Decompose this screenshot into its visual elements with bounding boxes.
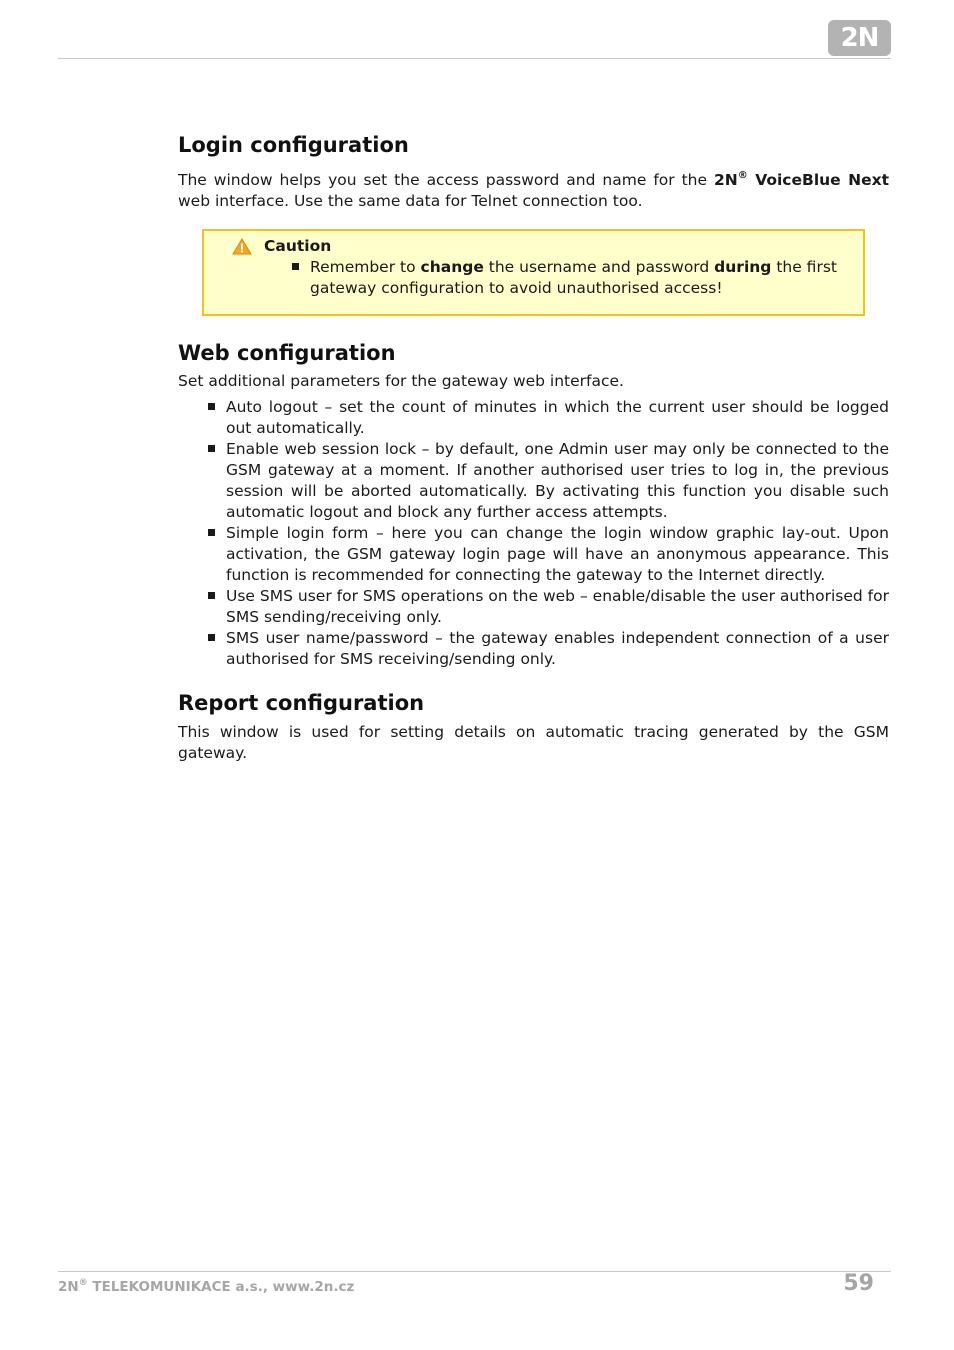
page-content bbox=[178, 130, 889, 764]
caution-box bbox=[202, 229, 865, 316]
list-item: Enable web session lock – by default, one Admin user may only be connected to the GSM gateway at a moment. If another authorised user tries to log in, the previous session will be aborted automatically. By activating this function you disable such automatic logout and block any further access attempts. bbox=[226, 439, 889, 523]
report-configuration-heading: Report configuration bbox=[178, 691, 425, 715]
list-item: Auto logout – set the count of minutes in which the current user should be logged out automatically. bbox=[226, 397, 889, 439]
web-configuration-intro: Set additional parameters for the gateway web interface. bbox=[178, 372, 624, 390]
caution-list bbox=[310, 257, 837, 299]
bullet-icon bbox=[208, 529, 215, 536]
list-item: Simple login form – here you can change the login window graphic lay-out. Upon activation, the GSM gateway login page will have an anonymous appearance. This function is recommended for connecting the gateway to the Internet directly. bbox=[226, 523, 889, 586]
web-configuration-list bbox=[226, 397, 889, 670]
bullet-icon bbox=[208, 403, 215, 410]
web-configuration-heading: Web configuration bbox=[178, 341, 396, 365]
page-number: 59 bbox=[843, 1271, 874, 1296]
footer-divider bbox=[58, 1271, 891, 1272]
footer-company: 2N® TELEKOMUNIKACE a.s., www.2n.cz bbox=[58, 1278, 355, 1295]
report-configuration-text: This window is used for setting details on automatic tracing generated by the GSM gateway. bbox=[178, 723, 889, 762]
warning-triangle-icon bbox=[232, 238, 252, 255]
bullet-icon bbox=[208, 592, 215, 599]
login-configuration-text: The window helps you set the access password and name for the 2N® VoiceBlue Next web interface. Use the same data for Telnet connection too. bbox=[178, 170, 889, 210]
header-divider bbox=[58, 58, 891, 59]
caution-item: Remember to change the username and password during the first gateway configuration to avoid unauthorised access! bbox=[310, 257, 837, 299]
brand-logo: 2N bbox=[828, 20, 891, 56]
bullet-icon bbox=[208, 634, 215, 641]
list-item: Use SMS user for SMS operations on the web – enable/disable the user authorised for SMS sending/receiving only. bbox=[226, 586, 889, 628]
bullet-icon bbox=[208, 445, 215, 452]
list-item: SMS user name/password – the gateway enables independent connection of a user authorised for SMS receiving/sending only. bbox=[226, 628, 889, 670]
caution-label: Caution bbox=[264, 237, 332, 255]
bullet-icon bbox=[292, 263, 299, 270]
caution-header bbox=[204, 236, 863, 257]
login-configuration-heading: Login configuration bbox=[178, 133, 409, 157]
